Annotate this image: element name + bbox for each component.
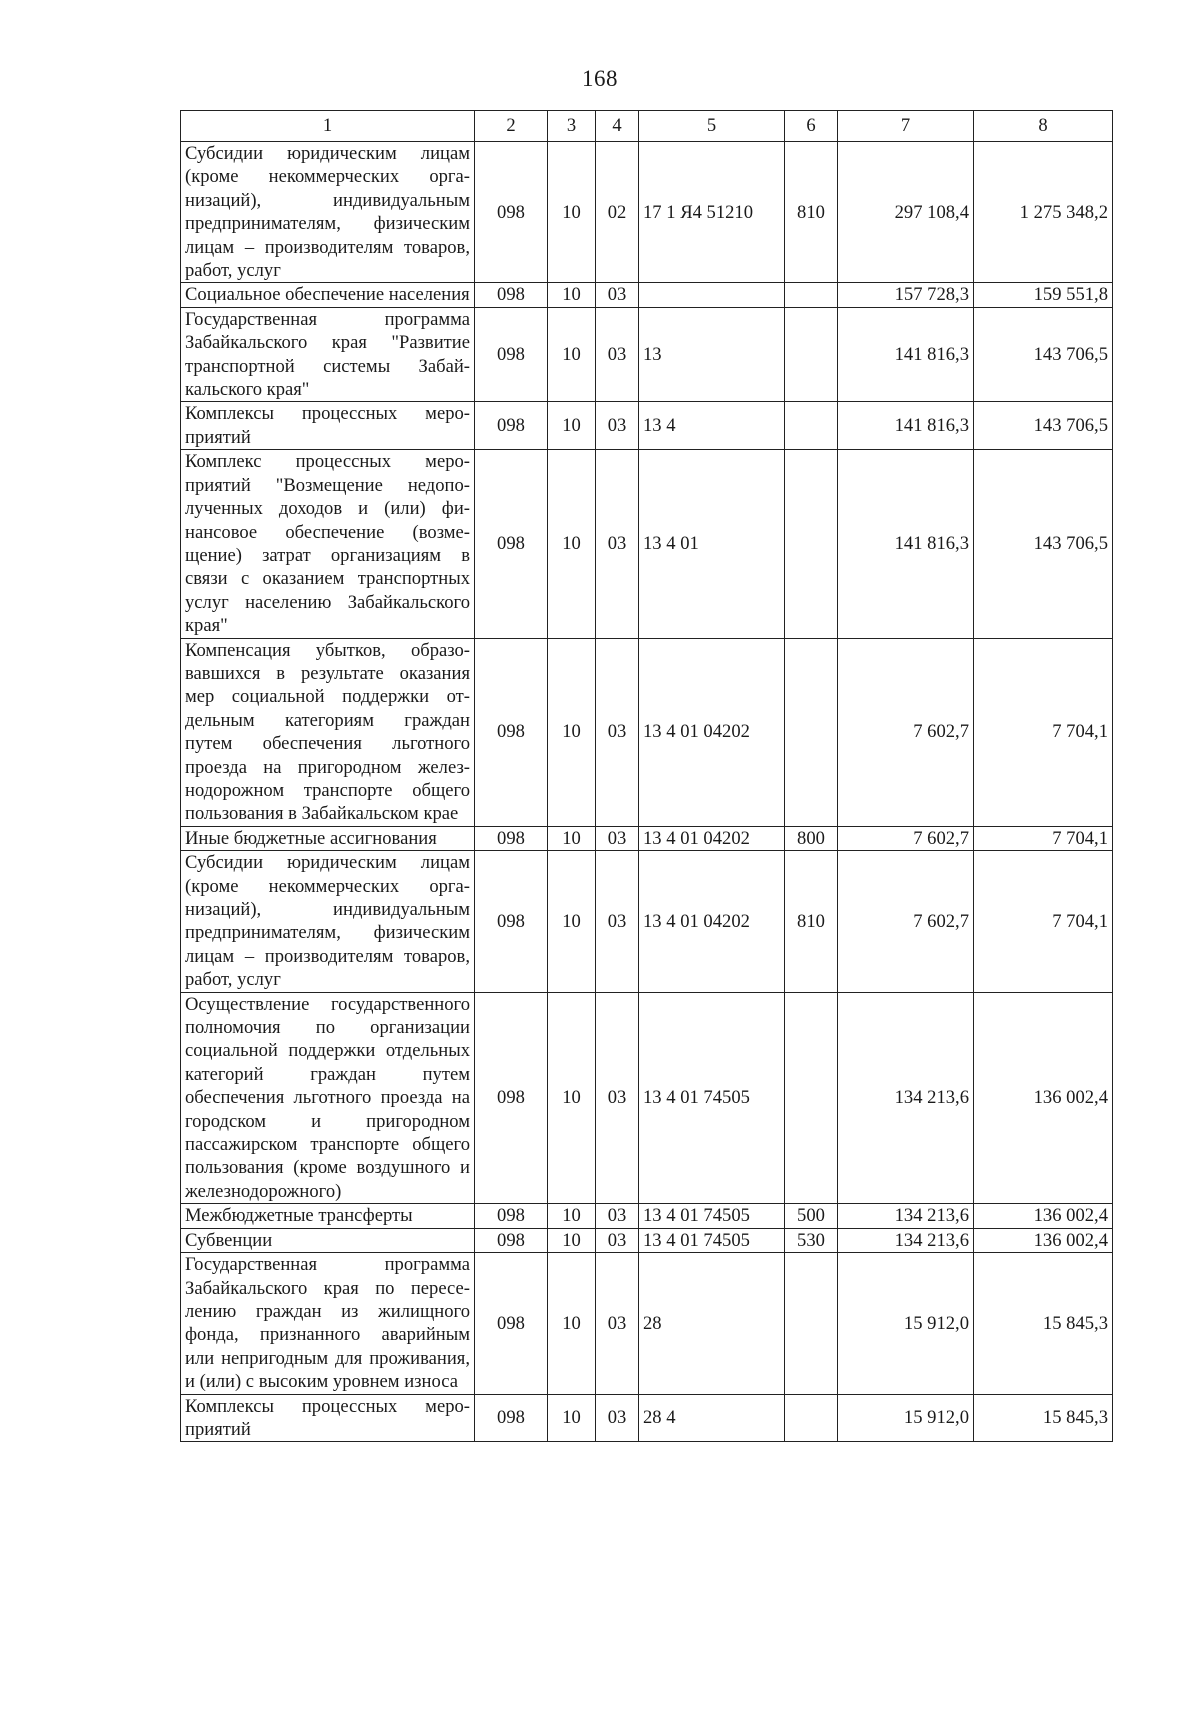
cell-amount-7: 15 912,0 (838, 1394, 974, 1442)
cell-section: 10 (548, 450, 596, 638)
row-name: Комплекс процессных мероприятий "Возмещение недополученных доходов и (или) финансовое обеспечение (возмещение) затрат организациям в связи с оказанием транспортных услуг населению Забайкальского края" (181, 450, 475, 638)
cell-subsection: 03 (596, 307, 639, 402)
cell-expense-type (785, 402, 838, 450)
cell-amount-7: 134 213,6 (838, 1204, 974, 1228)
cell-expense-type (785, 283, 838, 307)
header-row (181, 111, 1113, 142)
cell-section: 10 (548, 142, 596, 283)
cell-expense-type (785, 450, 838, 638)
row-name: Социальное обеспечение населения (181, 283, 475, 307)
cell-subsection: 02 (596, 142, 639, 283)
cell-amount-8: 15 845,3 (974, 1394, 1113, 1442)
cell-section: 10 (548, 638, 596, 826)
cell-subsection: 03 (596, 1204, 639, 1228)
cell-section: 10 (548, 1394, 596, 1442)
column-header: 4 (596, 111, 639, 142)
table-row (181, 1253, 1113, 1394)
table-row (181, 402, 1113, 450)
row-name: Компенсация убытков, образовавшихся в результате оказания мер социальной поддержки отдельным категориям граждан путем обеспечения льготного проезда на пригородном железнодорожном транспорте общего пользования в Забайкальском крае (181, 638, 475, 826)
cell-section: 10 (548, 1228, 596, 1252)
cell-amount-8: 143 706,5 (974, 450, 1113, 638)
cell-target-code (639, 283, 785, 307)
cell-ministry: 098 (475, 307, 548, 402)
cell-target-code: 28 4 (639, 1394, 785, 1442)
cell-subsection: 03 (596, 402, 639, 450)
table-row (181, 992, 1113, 1204)
cell-amount-8: 143 706,5 (974, 307, 1113, 402)
cell-amount-8: 15 845,3 (974, 1253, 1113, 1394)
cell-expense-type (785, 1394, 838, 1442)
cell-subsection: 03 (596, 992, 639, 1204)
row-name: Иные бюджетные ассигнования (181, 826, 475, 850)
cell-ministry: 098 (475, 1253, 548, 1394)
cell-expense-type: 800 (785, 826, 838, 850)
row-name: Государственная программа Забайкальского края по переселению граждан из жилищного фонда, признанного аварийным или непригодным для проживания, и (или) с высоким уровнем износа (181, 1253, 475, 1394)
cell-target-code: 13 4 01 04202 (639, 638, 785, 826)
cell-section: 10 (548, 851, 596, 992)
cell-target-code: 28 (639, 1253, 785, 1394)
cell-amount-7: 141 816,3 (838, 450, 974, 638)
cell-subsection: 03 (596, 450, 639, 638)
cell-amount-8: 7 704,1 (974, 638, 1113, 826)
cell-target-code: 13 (639, 307, 785, 402)
cell-expense-type: 810 (785, 142, 838, 283)
row-name: Субсидии юридическим лицам (кроме некоммерческих организаций), индивидуальным предпринимателям, физическим лицам – производителям товаров, работ, услуг (181, 142, 475, 283)
cell-amount-7: 157 728,3 (838, 283, 974, 307)
cell-amount-8: 136 002,4 (974, 1228, 1113, 1252)
column-header: 6 (785, 111, 838, 142)
cell-subsection: 03 (596, 1394, 639, 1442)
cell-amount-7: 7 602,7 (838, 851, 974, 992)
cell-amount-7: 134 213,6 (838, 992, 974, 1204)
cell-target-code: 13 4 01 74505 (639, 1204, 785, 1228)
table-row (181, 450, 1113, 638)
cell-amount-7: 15 912,0 (838, 1253, 974, 1394)
cell-expense-type: 500 (785, 1204, 838, 1228)
cell-section: 10 (548, 1204, 596, 1228)
cell-section: 10 (548, 826, 596, 850)
row-name: Субвенции (181, 1228, 475, 1252)
row-name: Комплексы процессных мероприятий (181, 402, 475, 450)
cell-ministry: 098 (475, 851, 548, 992)
cell-section: 10 (548, 307, 596, 402)
cell-expense-type (785, 1253, 838, 1394)
cell-subsection: 03 (596, 851, 639, 992)
cell-expense-type (785, 307, 838, 402)
cell-ministry: 098 (475, 402, 548, 450)
row-name: Государственная программа Забайкальского края "Развитие транспортной системы Забайкальского края" (181, 307, 475, 402)
table-row (181, 1394, 1113, 1442)
table-row (181, 1204, 1113, 1228)
cell-target-code: 17 1 Я4 51210 (639, 142, 785, 283)
cell-ministry: 098 (475, 1204, 548, 1228)
column-header: 8 (974, 111, 1113, 142)
table-row (181, 638, 1113, 826)
cell-target-code: 13 4 01 74505 (639, 1228, 785, 1252)
cell-amount-8: 159 551,8 (974, 283, 1113, 307)
cell-target-code: 13 4 01 04202 (639, 826, 785, 850)
cell-amount-8: 1 275 348,2 (974, 142, 1113, 283)
cell-section: 10 (548, 283, 596, 307)
cell-section: 10 (548, 402, 596, 450)
cell-amount-7: 134 213,6 (838, 1228, 974, 1252)
cell-amount-7: 297 108,4 (838, 142, 974, 283)
cell-amount-8: 7 704,1 (974, 826, 1113, 850)
cell-subsection: 03 (596, 826, 639, 850)
column-header: 5 (639, 111, 785, 142)
row-name: Субсидии юридическим лицам (кроме некоммерческих организаций), индивидуальным предпринимателям, физическим лицам – производителям товаров, работ, услуг (181, 851, 475, 992)
cell-ministry: 098 (475, 826, 548, 850)
cell-subsection: 03 (596, 283, 639, 307)
row-name: Межбюджетные трансферты (181, 1204, 475, 1228)
cell-expense-type (785, 992, 838, 1204)
cell-ministry: 098 (475, 638, 548, 826)
cell-amount-8: 143 706,5 (974, 402, 1113, 450)
cell-subsection: 03 (596, 638, 639, 826)
column-header: 1 (181, 111, 475, 142)
table-row (181, 307, 1113, 402)
table-row (181, 1228, 1113, 1252)
cell-amount-8: 136 002,4 (974, 992, 1113, 1204)
cell-target-code: 13 4 01 04202 (639, 851, 785, 992)
cell-ministry: 098 (475, 142, 548, 283)
cell-expense-type (785, 638, 838, 826)
row-name: Комплексы процессных мероприятий (181, 1394, 475, 1442)
cell-amount-7: 7 602,7 (838, 638, 974, 826)
cell-ministry: 098 (475, 1228, 548, 1252)
cell-expense-type: 530 (785, 1228, 838, 1252)
cell-subsection: 03 (596, 1253, 639, 1394)
cell-amount-8: 7 704,1 (974, 851, 1113, 992)
page-number: 168 (582, 66, 618, 91)
cell-amount-7: 7 602,7 (838, 826, 974, 850)
cell-section: 10 (548, 1253, 596, 1394)
cell-target-code: 13 4 01 (639, 450, 785, 638)
table-row (181, 826, 1113, 850)
column-header: 3 (548, 111, 596, 142)
cell-ministry: 098 (475, 992, 548, 1204)
cell-expense-type: 810 (785, 851, 838, 992)
cell-section: 10 (548, 992, 596, 1204)
cell-amount-7: 141 816,3 (838, 307, 974, 402)
column-header: 2 (475, 111, 548, 142)
cell-amount-7: 141 816,3 (838, 402, 974, 450)
table-row (181, 142, 1113, 283)
cell-target-code: 13 4 (639, 402, 785, 450)
budget-table (180, 110, 1113, 1442)
cell-ministry: 098 (475, 1394, 548, 1442)
cell-target-code: 13 4 01 74505 (639, 992, 785, 1204)
column-header: 7 (838, 111, 974, 142)
cell-ministry: 098 (475, 450, 548, 638)
table-row (181, 851, 1113, 992)
table-row (181, 283, 1113, 307)
cell-ministry: 098 (475, 283, 548, 307)
cell-amount-8: 136 002,4 (974, 1204, 1113, 1228)
cell-subsection: 03 (596, 1228, 639, 1252)
row-name: Осуществление государственного полномочия по организации социальной поддержки отдельных категорий граждан путем обеспечения льготного проезда на городском и пригородном пассажирском транспорте общего пользования (кроме воздушного и железнодорожного) (181, 992, 475, 1204)
